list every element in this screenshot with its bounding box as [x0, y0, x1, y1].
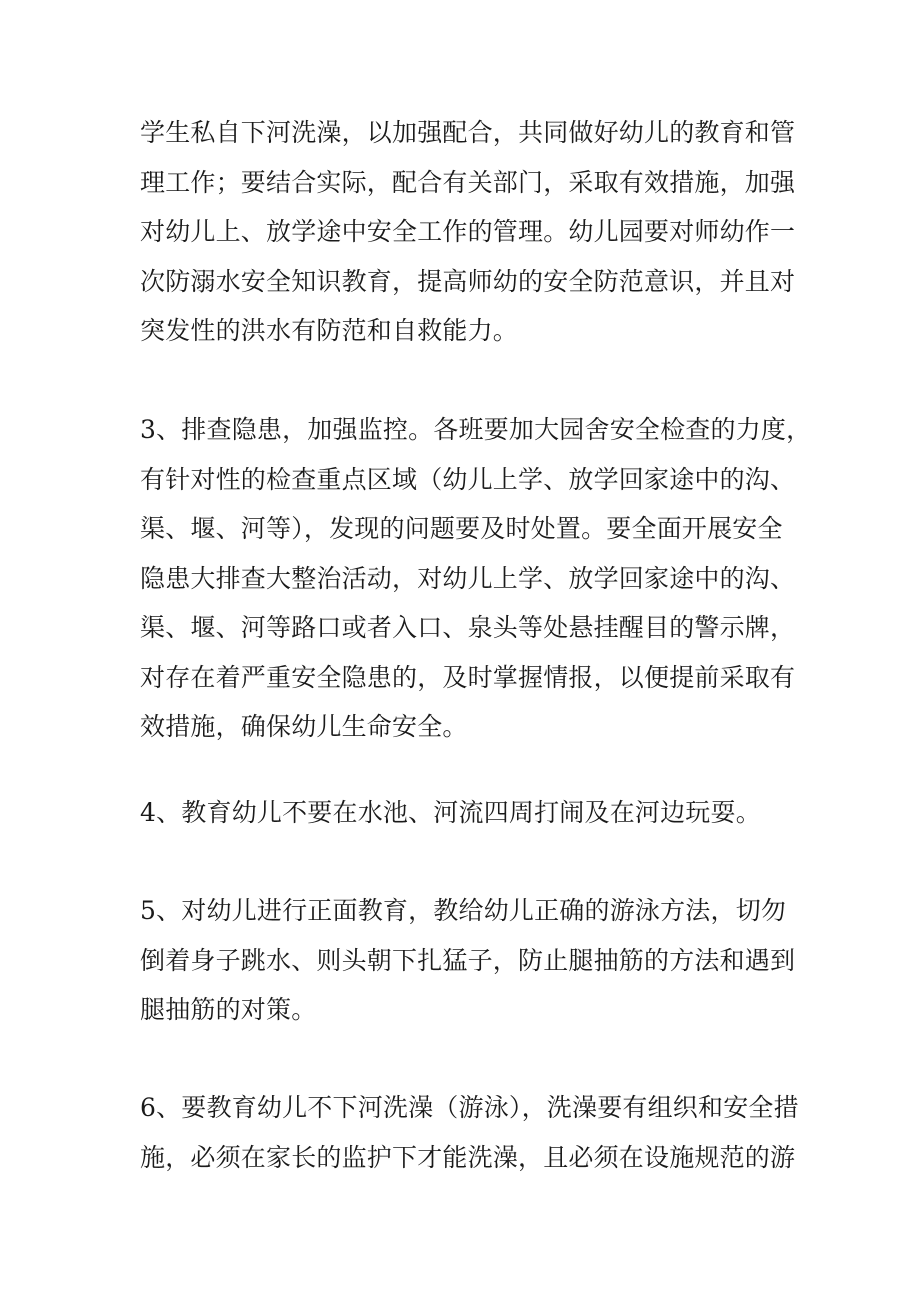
text-line: 渠、堰、河等），发现的问题要及时处置。要全面开展安全	[140, 514, 783, 543]
text-line: 5、对幼儿进行正面教育，教给幼儿正确的游泳方法，切勿	[140, 896, 787, 925]
text-line: 对存在着严重安全隐患的，及时掌握情报，以便提前采取有	[140, 662, 796, 692]
paragraph-continuation	[140, 108, 796, 356]
text-line: 有针对性的检查重点区域（幼儿上学、放学回家途中的沟、	[140, 464, 796, 494]
text-line: 学生私自下河洗澡，以加强配合，共同做好幼儿的教育和管	[140, 118, 796, 147]
text-line: 渠、堰、河等路口或者入口、泉头等处悬挂醒目的警示牌，	[140, 613, 796, 642]
paragraph-item-3	[140, 405, 812, 752]
text-line: 理工作；要结合实际，配合有关部门，采取有效措施，加强	[140, 167, 796, 197]
text-line: 对幼儿上、放学途中安全工作的管理。幼儿园要对师幼作一	[140, 217, 796, 246]
text-line: 隐患大排查大整治活动，对幼儿上学、放学回家途中的沟、	[140, 563, 796, 593]
text-line: 次防溺水安全知识教育，提高师幼的安全防范意识，并且对	[140, 266, 796, 296]
text-line: 突发性的洪水有防范和自救能力。	[140, 316, 519, 345]
text-line: 6、要教育幼儿不下河洗澡（游泳），洗澡要有组织和安全措	[140, 1093, 799, 1122]
text-line: 效措施，确保幼儿生命安全。	[140, 712, 468, 741]
text-line: 倒着身子跳水、则头朝下扎猛子，防止腿抽筋的方法和遇到	[140, 945, 796, 975]
paragraph-item-6	[140, 1083, 799, 1182]
text-line: 腿抽筋的对策。	[140, 995, 317, 1024]
paragraph-item-4	[140, 788, 790, 838]
paragraph-item-5	[140, 886, 796, 1035]
text-line: 3、排查隐患，加强监控。各班要加大园舍安全检查的力度，	[140, 415, 812, 444]
text-line: 4、教育幼儿不要在水池、河流四周打闹及在河边玩耍。	[140, 798, 761, 827]
text-line: 施，必须在家长的监护下才能洗澡，且必须在设施规范的游	[140, 1142, 796, 1172]
